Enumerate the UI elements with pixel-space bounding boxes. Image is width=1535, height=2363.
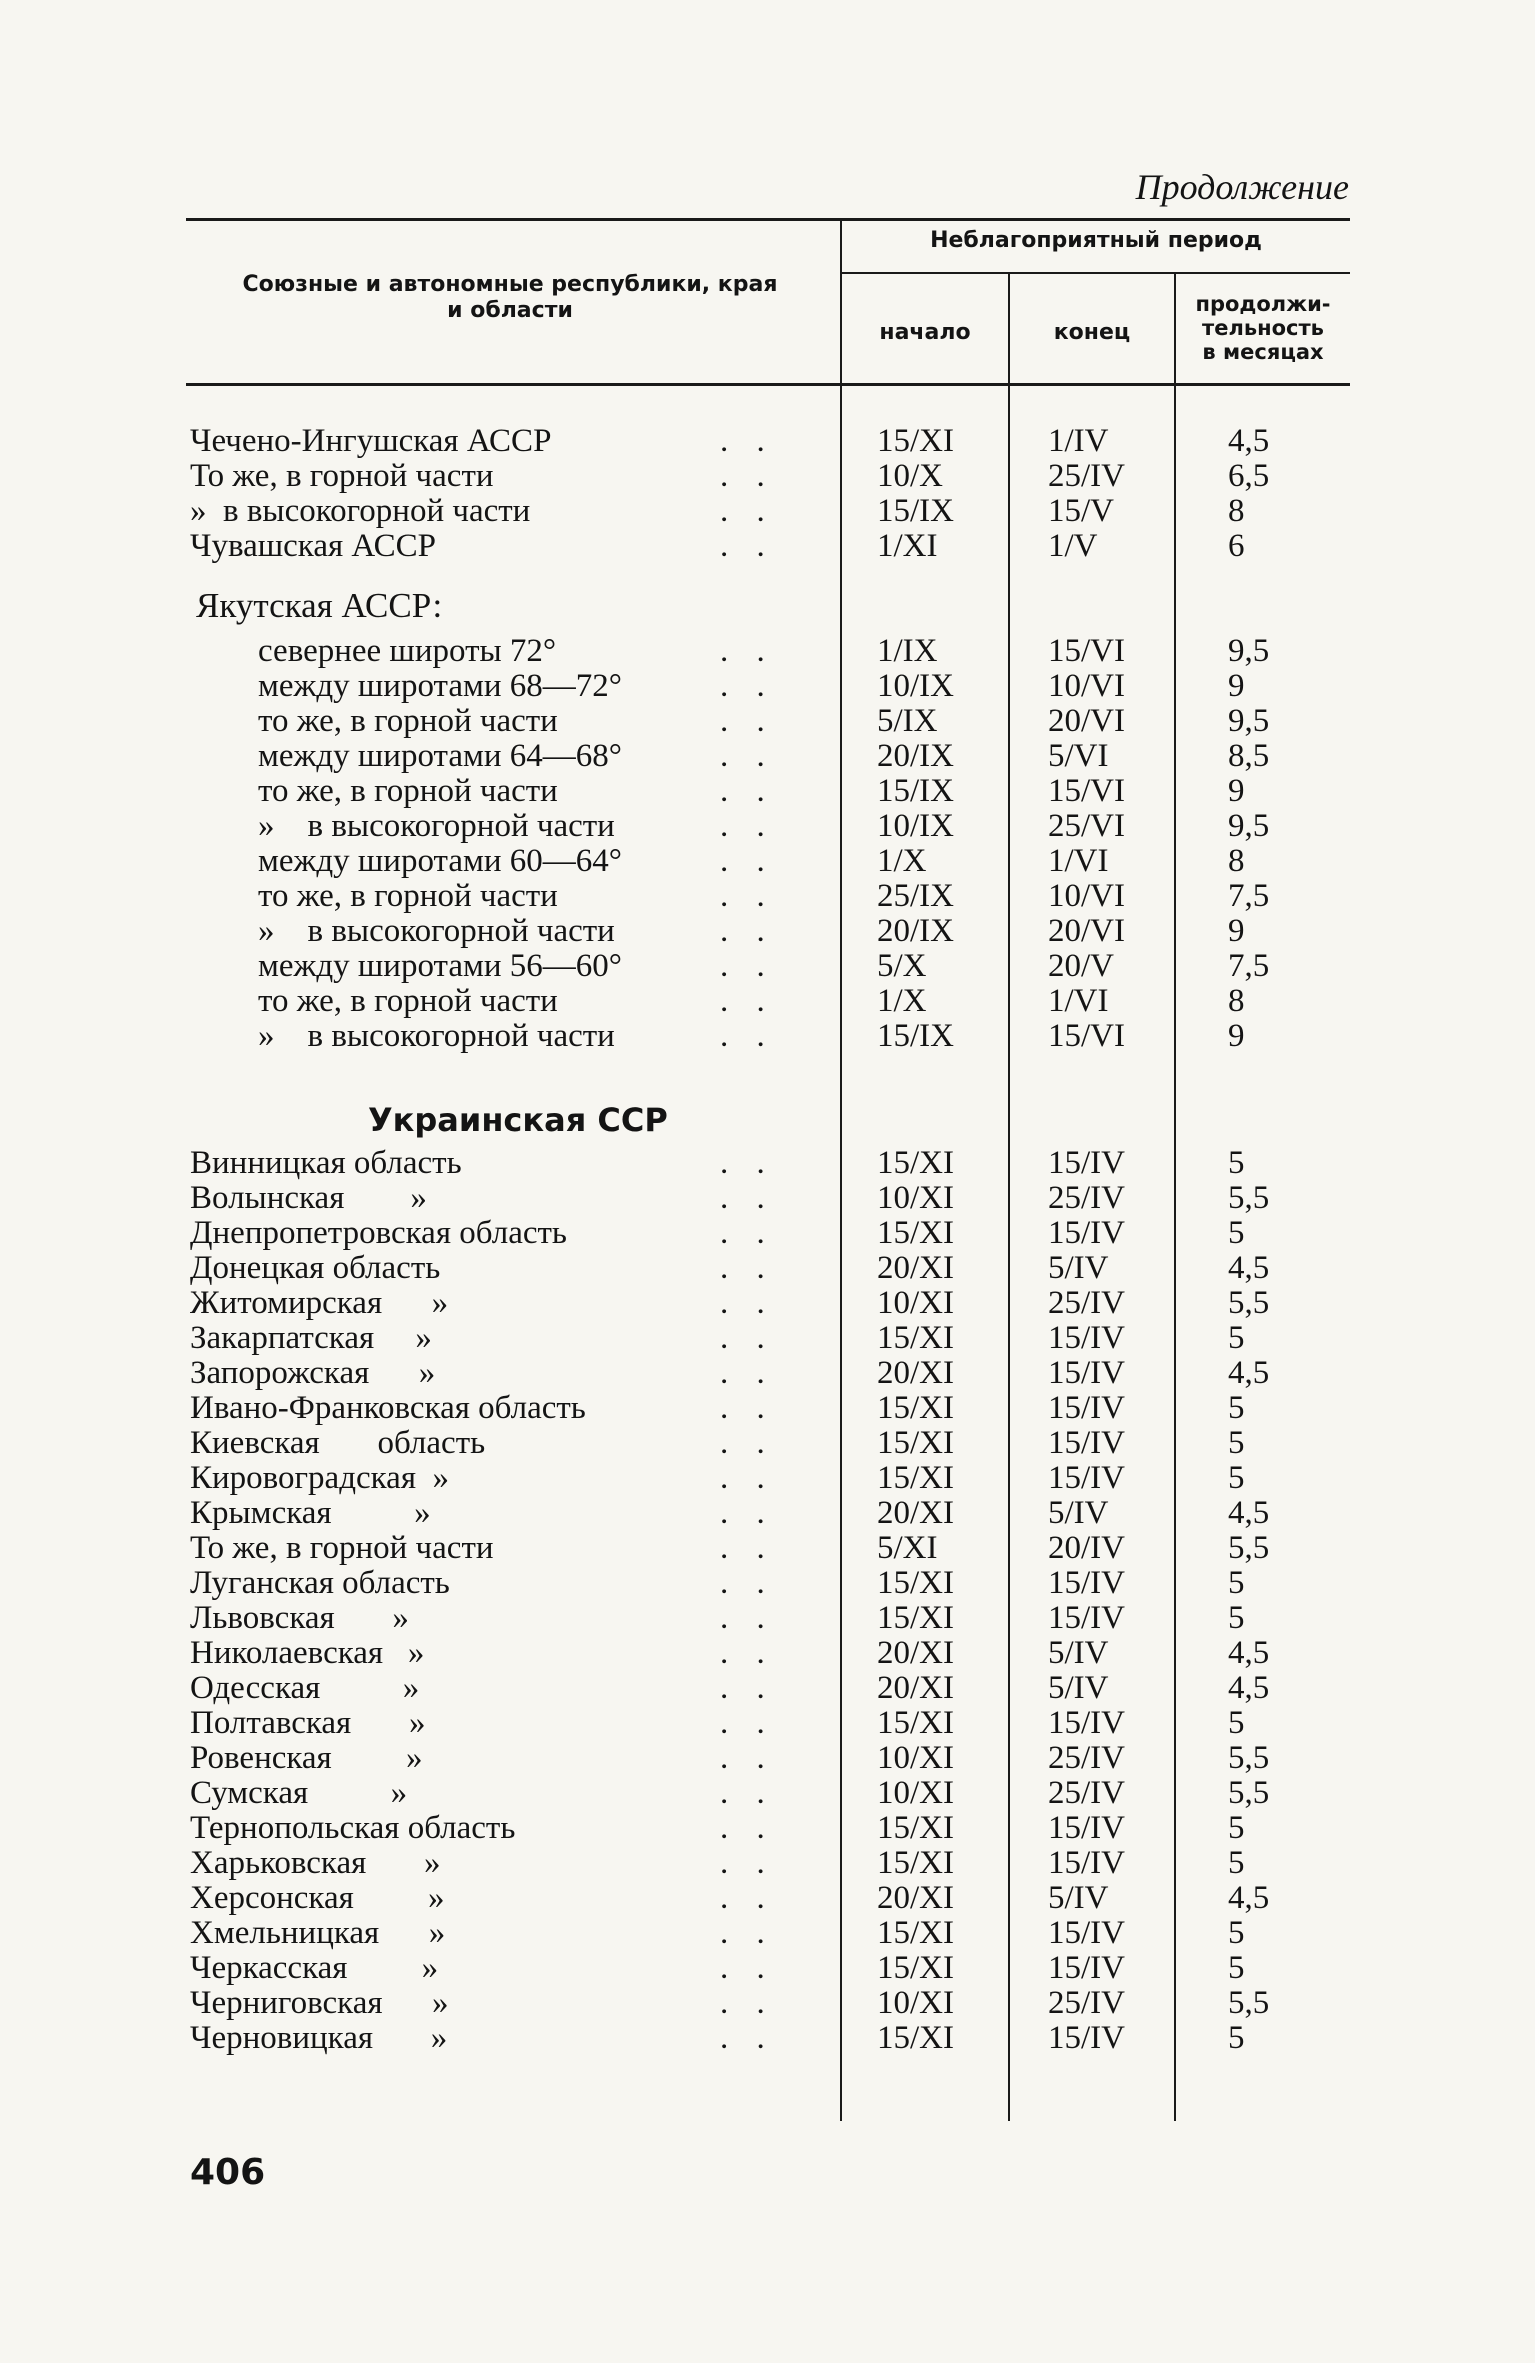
- table-row: [0, 1251, 1535, 1286]
- duration-months: 9: [1228, 1018, 1245, 1054]
- end-date: 15/IV: [1048, 1705, 1125, 1741]
- start-date: 10/X: [877, 458, 943, 494]
- end-date: 5/IV: [1048, 1880, 1109, 1916]
- row-label: » в высокогорной части: [258, 1018, 615, 1054]
- row-label: Крымская »: [190, 1495, 431, 1531]
- table-row: [0, 1321, 1535, 1356]
- row-label: Волынская »: [190, 1180, 427, 1216]
- end-date: 15/IV: [1048, 2020, 1125, 2056]
- start-date: 1/X: [877, 843, 927, 879]
- row-label: Одесская »: [190, 1670, 420, 1706]
- end-date: 15/VI: [1048, 773, 1125, 809]
- start-date: 5/IX: [877, 703, 938, 739]
- table-row: [0, 1286, 1535, 1321]
- duration-months: 5: [1228, 1390, 1245, 1426]
- duration-months: 9: [1228, 773, 1245, 809]
- leader-dots: . .: [720, 1670, 775, 1706]
- end-date: 1/VI: [1048, 983, 1109, 1019]
- row-label: Черниговская »: [190, 1985, 449, 2021]
- leader-dots: . .: [720, 493, 775, 529]
- duration-months: 4,5: [1228, 1355, 1270, 1391]
- table-row: [0, 844, 1535, 879]
- start-date: 15/XI: [877, 2020, 954, 2056]
- start-date: 15/XI: [877, 1425, 954, 1461]
- table-row: [0, 984, 1535, 1019]
- start-date: 15/XI: [877, 1600, 954, 1636]
- end-date: 10/VI: [1048, 878, 1125, 914]
- duration-months: 5: [1228, 1425, 1245, 1461]
- duration-months: 9: [1228, 913, 1245, 949]
- row-label: Чувашская АССР: [190, 528, 436, 564]
- leader-dots: . .: [720, 1425, 775, 1461]
- duration-months: 5,5: [1228, 1285, 1270, 1321]
- start-date: 20/IX: [877, 738, 954, 774]
- start-date: 10/XI: [877, 1985, 954, 2021]
- start-date: 20/XI: [877, 1250, 954, 1286]
- leader-dots: . .: [720, 843, 775, 879]
- end-date: 15/IV: [1048, 1915, 1125, 1951]
- end-date: 25/IV: [1048, 1775, 1125, 1811]
- leader-dots: . .: [720, 1320, 775, 1356]
- duration-months: 8: [1228, 983, 1245, 1019]
- row-label: Ровенская »: [190, 1740, 423, 1776]
- table-row: [0, 809, 1535, 844]
- leader-dots: . .: [720, 913, 775, 949]
- row-label: Тернопольская область: [190, 1810, 516, 1846]
- row-label: Житомирская »: [190, 1285, 449, 1321]
- duration-months: 5: [1228, 1215, 1245, 1251]
- end-date: 5/IV: [1048, 1670, 1109, 1706]
- end-date: 5/IV: [1048, 1495, 1109, 1531]
- duration-months: 9,5: [1228, 808, 1270, 844]
- table-row: [0, 1916, 1535, 1951]
- table-row: [0, 1601, 1535, 1636]
- duration-months: 5,5: [1228, 1740, 1270, 1776]
- duration-months: 9,5: [1228, 633, 1270, 669]
- table-row: [0, 1986, 1535, 2021]
- continuation-label: Продолжение: [1135, 167, 1349, 207]
- table-row: [0, 459, 1535, 494]
- end-date: 15/IV: [1048, 1425, 1125, 1461]
- table-row: [0, 1461, 1535, 1496]
- duration-months: 5: [1228, 1705, 1245, 1741]
- page-number: 406: [190, 2152, 266, 2193]
- table-row: [0, 1181, 1535, 1216]
- duration-months: 5,5: [1228, 1530, 1270, 1566]
- start-date: 15/IX: [877, 1018, 954, 1054]
- end-date: 15/IV: [1048, 1845, 1125, 1881]
- duration-months: 5: [1228, 1845, 1245, 1881]
- row-label: то же, в горной части: [258, 878, 558, 914]
- end-date: 1/V: [1048, 528, 1098, 564]
- duration-months: 5: [1228, 1565, 1245, 1601]
- start-date: 15/XI: [877, 1145, 954, 1181]
- leader-dots: . .: [720, 528, 775, 564]
- table-top-rule: [186, 218, 1350, 221]
- table-row: [0, 739, 1535, 774]
- end-date: 25/IV: [1048, 458, 1125, 494]
- start-date: 15/IX: [877, 493, 954, 529]
- start-date: 5/XI: [877, 1530, 938, 1566]
- header-end: конец: [1053, 320, 1131, 345]
- duration-months: 5: [1228, 1145, 1245, 1181]
- table-row: [0, 1531, 1535, 1566]
- start-date: 20/XI: [877, 1635, 954, 1671]
- end-date: 15/IV: [1048, 1215, 1125, 1251]
- start-date: 15/XI: [877, 1950, 954, 1986]
- row-label: Чечено-Ингушская АССР: [190, 423, 552, 459]
- start-date: 20/XI: [877, 1880, 954, 1916]
- row-label: Николаевская »: [190, 1635, 425, 1671]
- leader-dots: . .: [720, 773, 775, 809]
- start-date: 10/XI: [877, 1180, 954, 1216]
- table-row: [0, 1426, 1535, 1461]
- end-date: 25/IV: [1048, 1985, 1125, 2021]
- leader-dots: . .: [720, 1600, 775, 1636]
- table-row: [0, 1391, 1535, 1426]
- duration-months: 5,5: [1228, 1985, 1270, 2021]
- row-label: Запорожская »: [190, 1355, 436, 1391]
- leader-dots: . .: [720, 2020, 775, 2056]
- end-date: 20/IV: [1048, 1530, 1125, 1566]
- leader-dots: . .: [720, 458, 775, 494]
- table-row: [0, 494, 1535, 529]
- start-date: 1/XI: [877, 528, 938, 564]
- row-label: Черновицкая »: [190, 2020, 448, 2056]
- end-date: 20/V: [1048, 948, 1114, 984]
- leader-dots: . .: [720, 1740, 775, 1776]
- leader-dots: . .: [720, 1215, 775, 1251]
- leader-dots: . .: [720, 738, 775, 774]
- start-date: 1/X: [877, 983, 927, 1019]
- row-label: между широтами 68—72°: [258, 668, 622, 704]
- leader-dots: . .: [720, 1145, 775, 1181]
- header-group: Неблагоприятный период: [930, 228, 1262, 253]
- duration-months: 5: [1228, 1460, 1245, 1496]
- start-date: 20/XI: [877, 1670, 954, 1706]
- duration-months: 5: [1228, 1810, 1245, 1846]
- table-row: [0, 669, 1535, 704]
- duration-months: 5: [1228, 2020, 1245, 2056]
- start-date: 25/IX: [877, 878, 954, 914]
- leader-dots: . .: [720, 1915, 775, 1951]
- end-date: 15/IV: [1048, 1320, 1125, 1356]
- row-label: То же, в горной части: [190, 1530, 494, 1566]
- leader-dots: . .: [720, 808, 775, 844]
- row-label: между широтами 64—68°: [258, 738, 622, 774]
- table-row: [0, 914, 1535, 949]
- start-date: 20/IX: [877, 913, 954, 949]
- row-label: Полтавская »: [190, 1705, 426, 1741]
- leader-dots: . .: [720, 1880, 775, 1916]
- duration-months: 9,5: [1228, 703, 1270, 739]
- leader-dots: . .: [720, 878, 775, 914]
- row-label: То же, в горной части: [190, 458, 494, 494]
- table-row: [0, 1019, 1535, 1054]
- leader-dots: . .: [720, 1530, 775, 1566]
- duration-months: 4,5: [1228, 1250, 1270, 1286]
- leader-dots: . .: [720, 633, 775, 669]
- table-row: [0, 1356, 1535, 1391]
- end-date: 25/IV: [1048, 1740, 1125, 1776]
- end-date: 20/VI: [1048, 703, 1125, 739]
- row-label: Херсонская »: [190, 1880, 445, 1916]
- end-date: 15/IV: [1048, 1145, 1125, 1181]
- row-label: » в высокогорной части: [190, 493, 531, 529]
- duration-months: 8,5: [1228, 738, 1270, 774]
- row-label: то же, в горной части: [258, 703, 558, 739]
- end-date: 15/IV: [1048, 1600, 1125, 1636]
- duration-months: 6: [1228, 528, 1245, 564]
- row-label: между широтами 60—64°: [258, 843, 622, 879]
- yakutia-section-title: Якутская АССР:: [196, 586, 443, 625]
- end-date: 15/IV: [1048, 1355, 1125, 1391]
- end-date: 15/VI: [1048, 1018, 1125, 1054]
- row-label: то же, в горной части: [258, 773, 558, 809]
- start-date: 15/IX: [877, 773, 954, 809]
- end-date: 20/VI: [1048, 913, 1125, 949]
- leader-dots: . .: [720, 703, 775, 739]
- end-date: 5/VI: [1048, 738, 1109, 774]
- table-row: [0, 1776, 1535, 1811]
- end-date: 15/IV: [1048, 1565, 1125, 1601]
- end-date: 15/IV: [1048, 1390, 1125, 1426]
- leader-dots: . .: [720, 1775, 775, 1811]
- table-row: [0, 949, 1535, 984]
- end-date: 15/V: [1048, 493, 1114, 529]
- table-row: [0, 1881, 1535, 1916]
- start-date: 15/XI: [877, 1915, 954, 1951]
- row-label: Ивано-Франковская область: [190, 1390, 586, 1426]
- duration-months: 7,5: [1228, 948, 1270, 984]
- duration-months: 9: [1228, 668, 1245, 704]
- duration-months: 4,5: [1228, 423, 1270, 459]
- duration-months: 5: [1228, 1320, 1245, 1356]
- row-label: Донецкая область: [190, 1250, 441, 1286]
- leader-dots: . .: [720, 1705, 775, 1741]
- duration-months: 4,5: [1228, 1495, 1270, 1531]
- row-label: » в высокогорной части: [258, 913, 615, 949]
- table-row: [0, 1566, 1535, 1601]
- table-row: [0, 1811, 1535, 1846]
- end-date: 15/IV: [1048, 1950, 1125, 1986]
- start-date: 15/XI: [877, 1215, 954, 1251]
- row-label: Черкасская »: [190, 1950, 439, 1986]
- header-start: начало: [879, 320, 971, 345]
- leader-dots: . .: [720, 1355, 775, 1391]
- row-label: Хмельницкая »: [190, 1915, 446, 1951]
- duration-months: 5: [1228, 1915, 1245, 1951]
- start-date: 1/IX: [877, 633, 938, 669]
- start-date: 10/XI: [877, 1740, 954, 1776]
- row-label: Киевская область: [190, 1425, 486, 1461]
- leader-dots: . .: [720, 1985, 775, 2021]
- duration-months: 4,5: [1228, 1880, 1270, 1916]
- leader-dots: . .: [720, 1390, 775, 1426]
- duration-months: 5: [1228, 1600, 1245, 1636]
- table-row: [0, 1951, 1535, 1986]
- leader-dots: . .: [720, 983, 775, 1019]
- start-date: 15/XI: [877, 1705, 954, 1741]
- leader-dots: . .: [720, 668, 775, 704]
- duration-months: 5,5: [1228, 1180, 1270, 1216]
- row-label: между широтами 56—60°: [258, 948, 622, 984]
- row-label: Сумская »: [190, 1775, 408, 1811]
- row-label: » в высокогорной части: [258, 808, 615, 844]
- end-date: 15/IV: [1048, 1810, 1125, 1846]
- end-date: 25/IV: [1048, 1285, 1125, 1321]
- leader-dots: . .: [720, 1950, 775, 1986]
- start-date: 20/XI: [877, 1355, 954, 1391]
- table-row: [0, 1146, 1535, 1181]
- group-underline: [842, 272, 1350, 274]
- table-row: [0, 704, 1535, 739]
- row-label: Винницкая область: [190, 1145, 462, 1181]
- end-date: 25/VI: [1048, 808, 1125, 844]
- leader-dots: . .: [720, 1845, 775, 1881]
- duration-months: 5,5: [1228, 1775, 1270, 1811]
- row-label: севернее широты 72°: [258, 633, 557, 669]
- header-regions: Союзные и автономные республики, края и области: [242, 272, 778, 323]
- table-row: [0, 1846, 1535, 1881]
- leader-dots: . .: [720, 1018, 775, 1054]
- duration-months: 4,5: [1228, 1635, 1270, 1671]
- table-row: [0, 1496, 1535, 1531]
- ukraine-section-title: Украинская ССР: [368, 1101, 668, 1139]
- duration-months: 8: [1228, 843, 1245, 879]
- duration-months: 5: [1228, 1950, 1245, 1986]
- leader-dots: . .: [720, 1495, 775, 1531]
- table-row: [0, 634, 1535, 669]
- end-date: 15/VI: [1048, 633, 1125, 669]
- duration-months: 7,5: [1228, 878, 1270, 914]
- start-date: 10/IX: [877, 808, 954, 844]
- row-label: Закарпатская »: [190, 1320, 432, 1356]
- start-date: 15/XI: [877, 1390, 954, 1426]
- duration-months: 8: [1228, 493, 1245, 529]
- leader-dots: . .: [720, 948, 775, 984]
- start-date: 15/XI: [877, 423, 954, 459]
- start-date: 15/XI: [877, 1565, 954, 1601]
- start-date: 10/XI: [877, 1775, 954, 1811]
- end-date: 15/IV: [1048, 1460, 1125, 1496]
- table-row: [0, 1216, 1535, 1251]
- row-label: Луганская область: [190, 1565, 450, 1601]
- leader-dots: . .: [720, 1180, 775, 1216]
- duration-months: 6,5: [1228, 458, 1270, 494]
- table-row: [0, 1671, 1535, 1706]
- end-date: 5/IV: [1048, 1250, 1109, 1286]
- row-label: то же, в горной части: [258, 983, 558, 1019]
- table-row: [0, 879, 1535, 914]
- table-row: [0, 424, 1535, 459]
- table-row: [0, 774, 1535, 809]
- table-row: [0, 1706, 1535, 1741]
- leader-dots: . .: [720, 423, 775, 459]
- end-date: 10/VI: [1048, 668, 1125, 704]
- start-date: 15/XI: [877, 1460, 954, 1496]
- duration-months: 4,5: [1228, 1670, 1270, 1706]
- end-date: 5/IV: [1048, 1635, 1109, 1671]
- start-date: 15/XI: [877, 1845, 954, 1881]
- end-date: 1/IV: [1048, 423, 1109, 459]
- table-row: [0, 2021, 1535, 2056]
- row-label: Харьковская »: [190, 1845, 441, 1881]
- table-row: [0, 1741, 1535, 1776]
- start-date: 10/IX: [877, 668, 954, 704]
- start-date: 15/XI: [877, 1320, 954, 1356]
- start-date: 15/XI: [877, 1810, 954, 1846]
- start-date: 10/XI: [877, 1285, 954, 1321]
- header-duration: продолжи- тельность в месяцах: [1195, 292, 1331, 364]
- start-date: 5/X: [877, 948, 927, 984]
- row-label: Днепропетровская область: [190, 1215, 567, 1251]
- table-row: [0, 529, 1535, 564]
- leader-dots: . .: [720, 1285, 775, 1321]
- end-date: 1/VI: [1048, 843, 1109, 879]
- row-label: Львовская »: [190, 1600, 409, 1636]
- end-date: 25/IV: [1048, 1180, 1125, 1216]
- leader-dots: . .: [720, 1635, 775, 1671]
- start-date: 20/XI: [877, 1495, 954, 1531]
- table-row: [0, 1636, 1535, 1671]
- leader-dots: . .: [720, 1250, 775, 1286]
- leader-dots: . .: [720, 1810, 775, 1846]
- row-label: Кировоградская »: [190, 1460, 450, 1496]
- leader-dots: . .: [720, 1460, 775, 1496]
- leader-dots: . .: [720, 1565, 775, 1601]
